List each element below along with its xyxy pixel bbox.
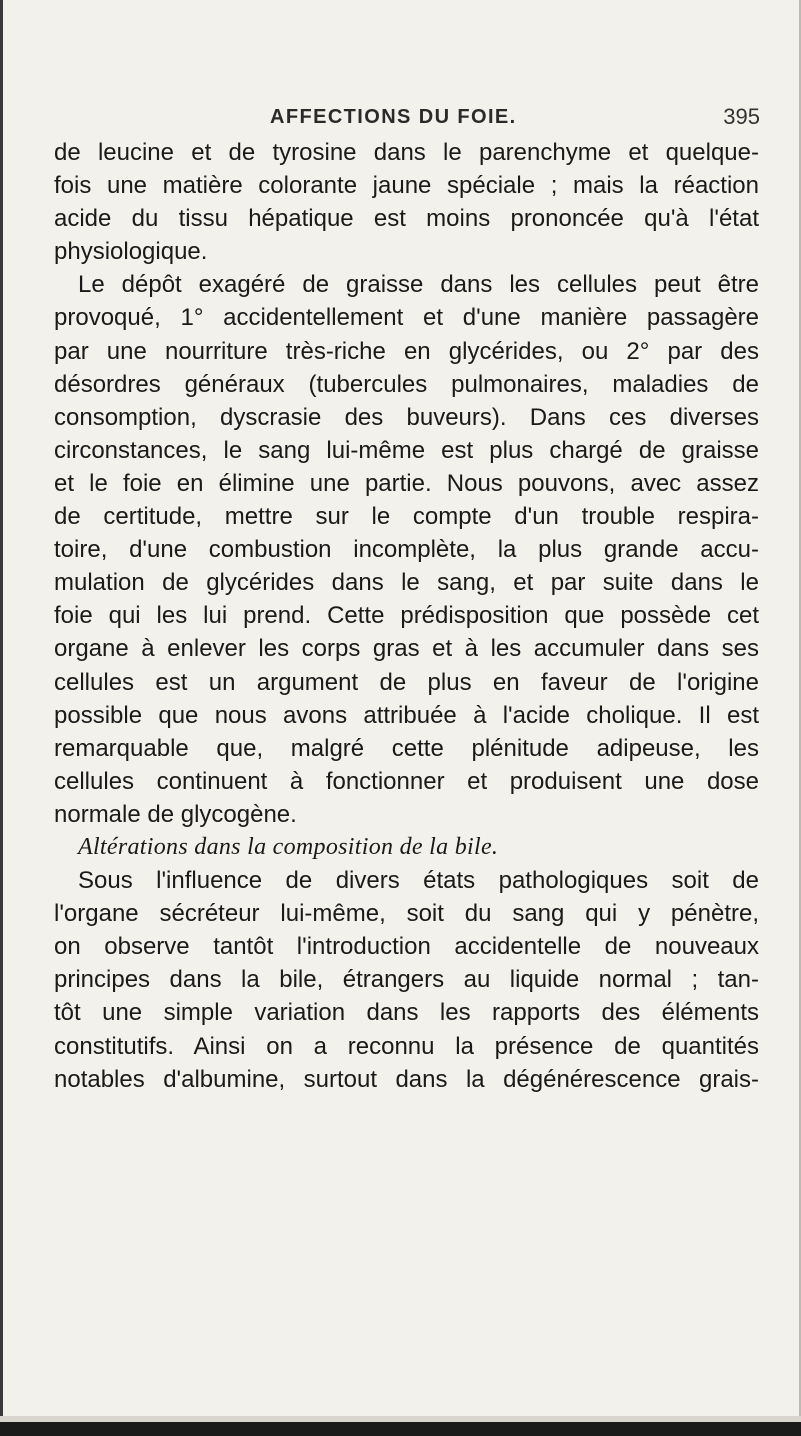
text-line: organe à enlever les corps gras et à les accumuler dans ses	[54, 635, 759, 663]
text-line: constitutifs. Ainsi on a reconnu la présence de quantités	[54, 1032, 759, 1060]
text-line: remarquable que, malgré cette plénitude adipeuse, les	[54, 734, 759, 762]
running-head	[48, 104, 760, 134]
text-line: désordres généraux (tubercules pulmonaires, maladies de	[54, 370, 759, 398]
text-line: on observe tantôt l'introduction accidentelle de nouveaux	[54, 933, 759, 961]
text-line: consomption, dyscrasie des buveurs). Dans ces diverses	[54, 403, 759, 431]
text-line: acide du tissu hépatique est moins prononcée qu'à l'état	[54, 205, 759, 233]
text-line: cellules est un argument de plus en faveur de l'origine	[54, 668, 759, 696]
text-line: foie qui les lui prend. Cette prédisposition que possède cet	[54, 602, 759, 630]
text-line: possible que nous avons attribuée à l'acide cholique. Il est	[54, 701, 759, 729]
text-line: Le dépôt exagéré de graisse dans les cellules peut être	[78, 271, 759, 299]
text-line: toire, d'une combustion incomplète, la plus grande accu-	[54, 536, 759, 564]
page-number: 395	[723, 104, 760, 129]
text-line: tôt une simple variation dans les rapports des éléments	[54, 999, 759, 1027]
text-line: et le foie en élimine une partie. Nous pouvons, avec assez	[54, 469, 759, 497]
text-line: fois une matière colorante jaune spéciale ; mais la réaction	[54, 172, 759, 200]
text-line: notables d'albumine, surtout dans la dégénérescence grais-	[54, 1065, 759, 1093]
text-line: normale de glycogène.	[54, 800, 297, 828]
text-line: cellules continuent à fonctionner et produisent une dose	[54, 767, 759, 795]
running-title: AFFECTIONS DU FOIE.	[270, 106, 517, 128]
text-line: de certitude, mettre sur le compte d'un trouble respira-	[54, 503, 759, 531]
page-left-edge	[0, 0, 3, 1436]
text-line: mulation de glycérides dans le sang, et par suite dans le	[54, 569, 759, 597]
section-heading: Altérations dans la composition de la bile.	[78, 833, 499, 860]
text-line: circonstances, le sang lui-même est plus chargé de graisse	[54, 436, 759, 464]
text-line: par une nourriture très-riche en glycérides, ou 2° par des	[54, 337, 759, 365]
scan-edge-dark	[0, 1422, 801, 1436]
text-line: Sous l'influence de divers états pathologiques soit de	[78, 867, 759, 895]
text-line: principes dans la bile, étrangers au liquide normal ; tan-	[54, 966, 759, 994]
text-line: physiologique.	[54, 238, 208, 266]
text-line: provoqué, 1° accidentellement et d'une manière passagère	[54, 304, 759, 332]
text-line: l'organe sécréteur lui-même, soit du sang qui y pénètre,	[54, 900, 759, 928]
body-text	[54, 136, 759, 1096]
text-line: de leucine et de tyrosine dans le parenchyme et quelque-	[54, 139, 759, 166]
